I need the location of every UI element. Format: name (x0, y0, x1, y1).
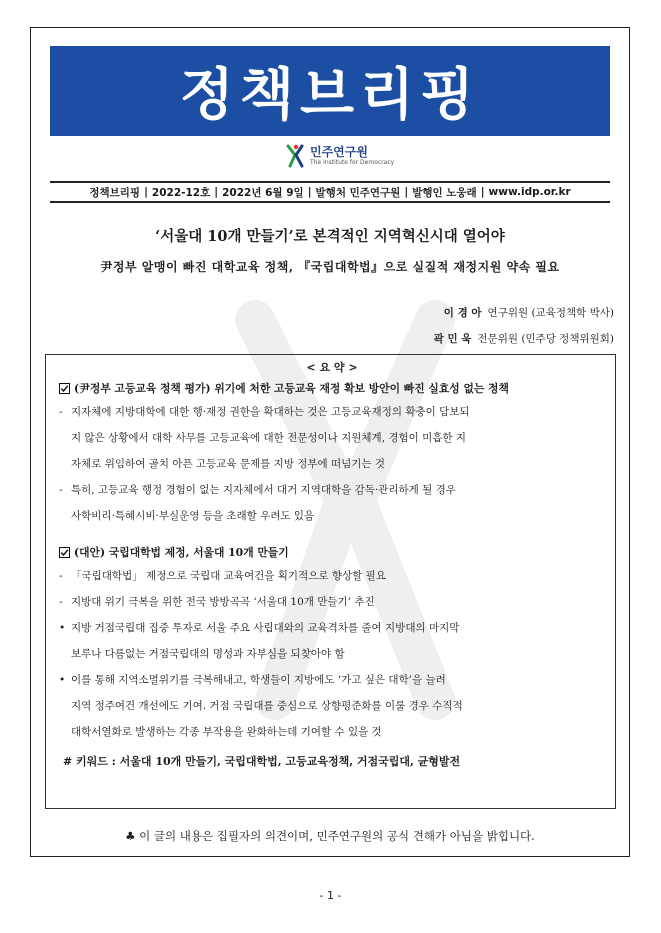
keywords-line: # 키워드 : 서울대 10개 만들기, 국립대학법, 고등교육정책, 거점국립대, 균형발전 (63, 755, 461, 768)
summary-section-heading (59, 541, 605, 563)
publication-info-bar (50, 181, 610, 203)
section-heading-text: (尹정부 고등교육 정책 평가) 위기에 처한 고등교육 재정 확보 방안이 빠진 실효성 없는 정책 (74, 381, 509, 395)
checkbox-icon (59, 547, 70, 558)
author-name: 이 경 아 (443, 307, 482, 319)
author-line (444, 305, 614, 320)
meta-separator: | (214, 186, 219, 198)
summary-box (45, 354, 616, 809)
disclaimer-notice: ♣ 이 글의 내용은 집필자의 의견이며, 민주연구원의 공식 견해가 아님을 밝힙니다. (125, 829, 535, 843)
author-name: 곽 민 욱 (433, 333, 472, 345)
list-dash: - (59, 406, 63, 418)
item-line: 지 않은 상황에서 대학 사무를 고등교육에 대한 전문성이나 지원체계, 경험이 미흡한 지 (71, 432, 467, 444)
meta-website: www.idp.or.kr (488, 186, 571, 198)
meta-issue: 2022-12호 (151, 186, 211, 199)
institute-emblem-icon (285, 143, 307, 169)
list-item (59, 477, 605, 529)
item-line: 지역 정주여건 개선에도 기여. 거점 국립대를 중심으로 상향평준화를 이룰 경우 수직적 (71, 700, 463, 712)
section-heading-text: (대안) 국립대학법 제정, 서울대 10개 만들기 (74, 545, 289, 559)
logo-name: 민주연구원 (310, 144, 368, 159)
item-line: 지자체에 지방대학에 대한 행·재정 권한을 확대하는 것은 고등교육재정의 확충이 담보되 (71, 406, 470, 418)
meta-date: 2022년 6월 9일 (222, 186, 304, 199)
item-line: 대학서열화로 발생하는 각종 부작용을 완화하는데 기여할 수 있을 것 (71, 726, 382, 738)
meta-separator: | (144, 186, 148, 198)
author-line (434, 331, 614, 346)
item-line: 이를 통해 지역소멸위기를 극복해내고, 학생들이 지방에도 ‘가고 싶은 대학’을 늘려 (71, 674, 446, 686)
title-banner (50, 46, 610, 136)
meta-series: 정책브리핑 (89, 186, 141, 199)
page-number: - 1 - (319, 889, 342, 902)
list-bullet: • (59, 622, 66, 634)
author-role: 연구위원 (교육정책학 박사) (487, 307, 614, 319)
item-line: 사학비리·특혜시비·부실운영 등을 초래할 우려도 있음 (71, 510, 315, 522)
headline: ‘서울대 10개 만들기’로 본격적인 지역혁신시대 열어야 (155, 228, 505, 245)
list-item (59, 615, 605, 667)
item-line: 보루나 다름없는 거점국립대의 명성과 자부심을 되찾아야 함 (71, 648, 345, 660)
subheadline: 尹정부 알맹이 빠진 대학교육 정책, 『국립대학법』으로 실질적 재정지원 약속 필요 (100, 260, 560, 274)
list-dash: - (59, 484, 63, 496)
banner-title: 정책브리핑 (179, 63, 481, 128)
meta-publisher: 발행처 민주연구원 (315, 186, 401, 199)
list-item (59, 399, 605, 477)
meta-separator: | (404, 186, 409, 198)
checkbox-icon (59, 383, 70, 394)
author-role: 전문위원 (민주당 정책위원회) (477, 333, 614, 345)
list-bullet: • (59, 674, 66, 686)
logo-subtitle: The Institute for Democracy (310, 158, 395, 166)
summary-section-heading (59, 377, 605, 399)
list-dash: - (59, 570, 63, 582)
list-item (59, 563, 605, 589)
meta-issuer: 발행인 노웅래 (412, 186, 477, 199)
meta-separator: | (480, 186, 485, 198)
list-item (59, 589, 605, 615)
item-line: 「국립대학법」 제정으로 국립대 교육여건을 획기적으로 향상할 필요 (71, 570, 386, 582)
list-dash: - (59, 596, 63, 608)
list-item (59, 667, 605, 745)
summary-title: < 요 약 > (306, 361, 358, 374)
meta-separator: | (307, 186, 312, 198)
item-line: 지방대 위기 극복을 위한 전국 방방곡곡 ‘서울대 10개 만들기’ 추진 (71, 596, 375, 608)
institute-logo (285, 142, 394, 170)
item-line: 특히, 고등교육 행정 경험이 없는 지자체에서 대거 지역대학을 감독·관리하게 될 경우 (71, 484, 456, 496)
item-line: 지방 거점국립대 집중 투자로 서울 주요 사립대와의 교육격차를 줄여 지방대의 마지막 (71, 622, 460, 634)
item-line: 자체로 위임하여 골치 아픈 고등교육 문제를 지방 정부에 떠넘기는 것 (71, 458, 386, 470)
